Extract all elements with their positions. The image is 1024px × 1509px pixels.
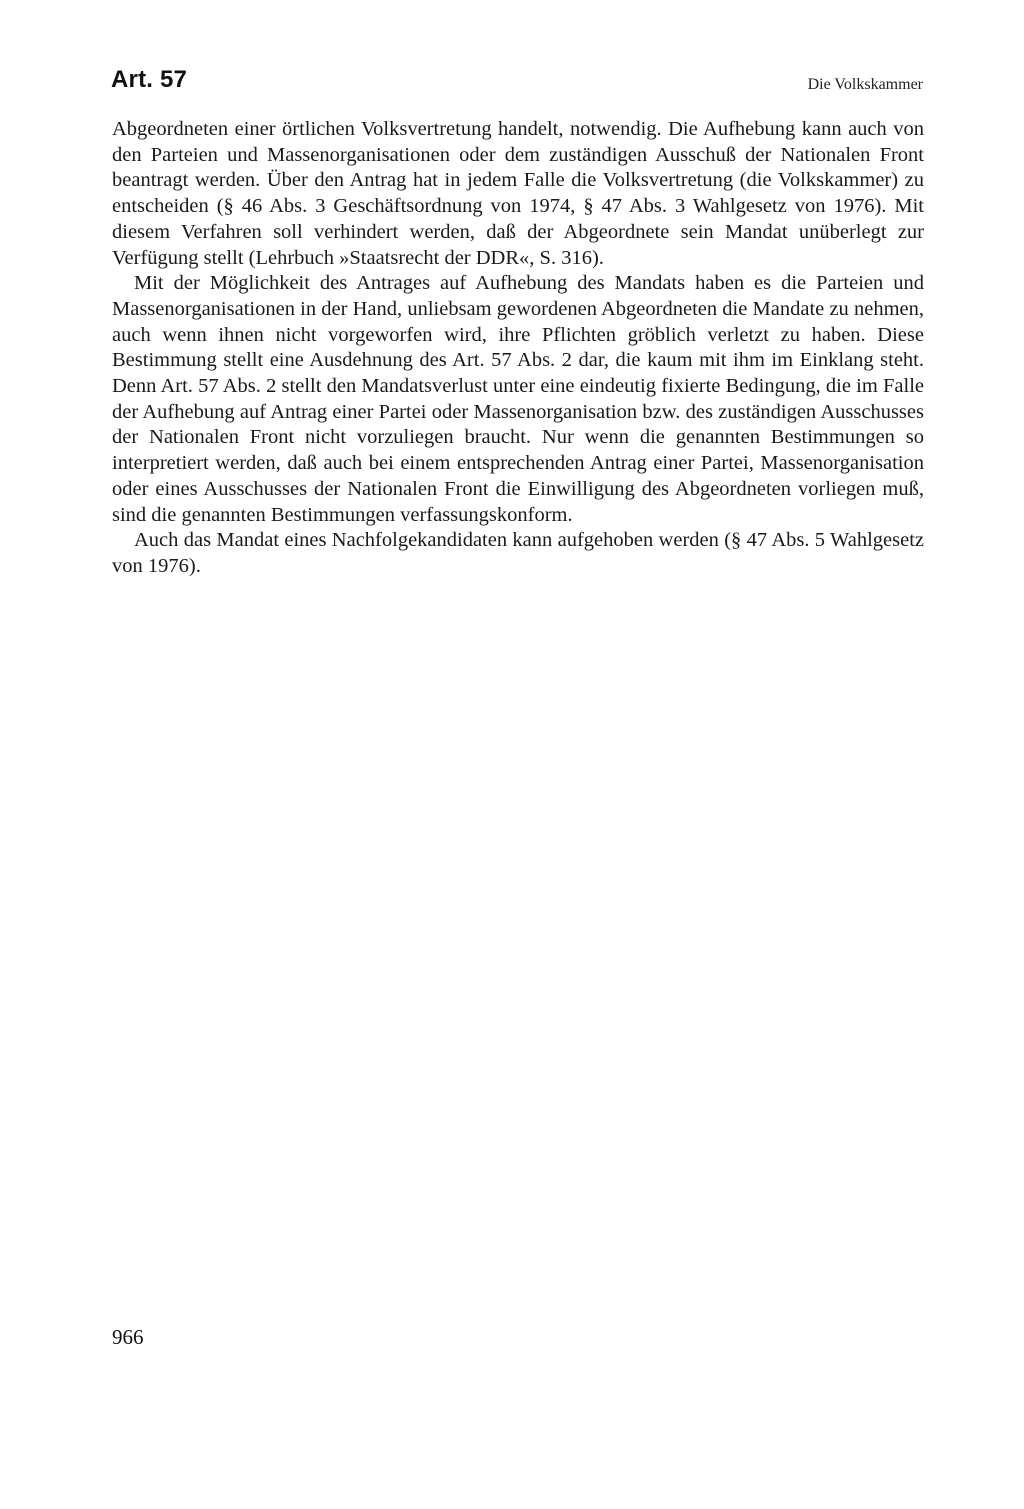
article-heading: Art. 57 (111, 66, 188, 93)
paragraph: Mit der Möglichkeit des Antrages auf Aufhebung des Mandats haben es die Parteien und Massenorganisationen in der Hand, unliebsam gewordenen Abgeordneten die Mandate zu nehmen, auch wenn ihnen nicht vorgeworfen wird, ihre Pflichten gröblich verletzt zu haben. Diese Bestimmung stellt eine Ausdehnung des Art. 57 Abs. 2 dar, die kaum mit ihm im Einklang steht. Denn Art. 57 Abs. 2 stellt den Mandatsverlust unter eine eindeutig fixierte Bedingung, die im Falle der Aufhebung auf Antrag einer Partei oder Massenorganisation bzw. des zuständigen Ausschusses der Nationalen Front nicht vorzuliegen braucht. Nur wenn die genannten Bestimmungen so interpretiert werden, daß auch bei einem entsprechenden Antrag einer Partei, Massenorganisation oder eines Ausschusses der Nationalen Front die Einwilligung des Abgeordneten vorliegen muß, sind die genannten Bestimmungen verfassungskonform. (112, 272, 924, 526)
paragraph-continued: Abgeordneten einer örtlichen Volksvertretung handelt, notwendig. Die Aufhebung kann auch von den Parteien und Massenorganisationen oder dem zuständigen Ausschuß der Nationalen Front beantragt werden. Über den Antrag hat in jedem Falle die Volksvertretung (die Volkskammer) zu entscheiden (§ 46 Abs. 3 Geschäftsordnung von 1974, § 47 Abs. 3 Wahlgesetz von 1976). Mit diesem Verfahren soll verhindert werden, daß der Abgeordnete sein Mandat unüberlegt zur Verfügung stellt (Lehrbuch »Staatsrecht der DDR«, S. 316). (112, 118, 924, 269)
running-title: Die Volkskammer (807, 76, 923, 93)
paragraph: Auch das Mandat eines Nachfolgekandidaten kann aufgehoben werden (§ 47 Abs. 5 Wahlgesetz von 1976). (112, 529, 924, 577)
page-number: 966 (112, 1325, 144, 1349)
body-text (112, 117, 924, 580)
